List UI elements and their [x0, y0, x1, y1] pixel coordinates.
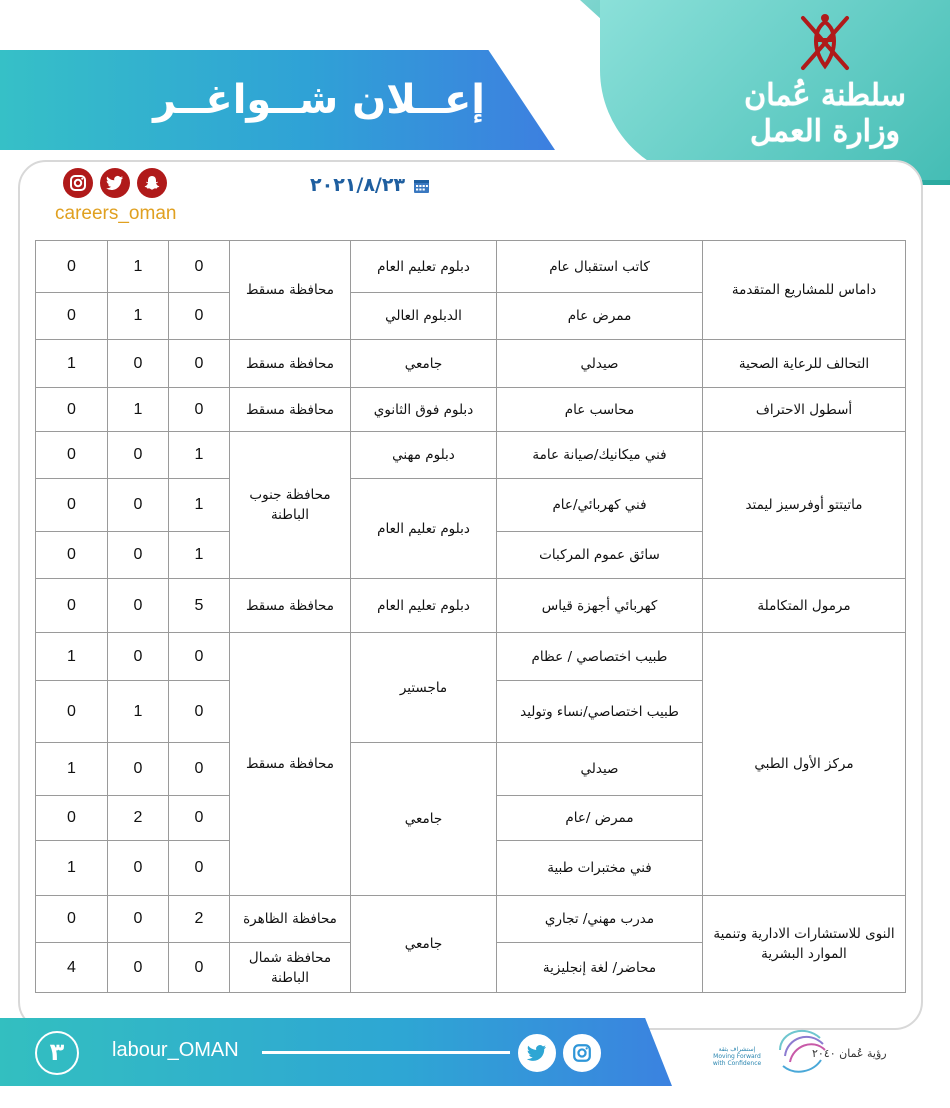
company-cell: النوى للاستشارات الادارية وتنمية الموارد البشرية — [703, 896, 906, 993]
table-row — [36, 388, 906, 432]
count-cell: 0 — [169, 943, 230, 993]
qualification-cell: جامعي — [351, 896, 497, 993]
location-cell: محافظة مسقط — [230, 241, 351, 340]
count-cell: 0 — [169, 293, 230, 340]
ministry-line-name: وزارة العمل — [750, 114, 900, 149]
job-cell: ممرض عام — [497, 293, 703, 340]
job-cell: فني مختبرات طبية — [497, 841, 703, 896]
job-cell: طبيب اختصاصي / عظام — [497, 633, 703, 681]
qualification-cell: جامعي — [351, 340, 497, 388]
qualification-cell: دبلوم فوق الثانوي — [351, 388, 497, 432]
count-cell: 0 — [169, 743, 230, 796]
date-text: ٢٠٢١/٨/٢٣ — [310, 174, 406, 196]
job-cell: مدرب مهني/ تجاري — [497, 896, 703, 943]
location-cell: محافظة شمال الباطنة — [230, 943, 351, 993]
footer-divider — [262, 1051, 510, 1054]
ministry-line-country: سلطنة عُمان — [744, 78, 906, 113]
count-cell: 0 — [108, 479, 169, 532]
count-cell: 0 — [36, 388, 108, 432]
location-cell: محافظة مسقط — [230, 388, 351, 432]
count-cell: 0 — [169, 388, 230, 432]
table-row — [36, 432, 906, 479]
vision-name: رؤية عُمان — [839, 1047, 887, 1060]
count-cell: 0 — [36, 432, 108, 479]
count-cell: 0 — [108, 340, 169, 388]
location-cell: محافظة جنوب الباطنة — [230, 432, 351, 579]
count-cell: 0 — [169, 340, 230, 388]
count-cell: 1 — [36, 841, 108, 896]
moving-forward-logo — [712, 1046, 762, 1067]
count-cell: 0 — [36, 293, 108, 340]
count-cell: 1 — [36, 743, 108, 796]
job-cell: فني كهربائي/عام — [497, 479, 703, 532]
count-cell: 0 — [108, 633, 169, 681]
location-cell: محافظة مسقط — [230, 633, 351, 896]
count-cell: 1 — [169, 532, 230, 579]
calendar-icon — [413, 177, 430, 194]
count-cell: 2 — [108, 796, 169, 841]
company-cell: أسطول الاحتراف — [703, 388, 906, 432]
count-cell: 2 — [169, 896, 230, 943]
count-cell: 0 — [169, 241, 230, 293]
company-cell: داماس للمشاريع المتقدمة — [703, 241, 906, 340]
job-cell: طبيب اختصاصي/نساء وتوليد — [497, 681, 703, 743]
job-cell: ممرض /عام — [497, 796, 703, 841]
count-cell: 0 — [108, 943, 169, 993]
job-cell: كاتب استقبال عام — [497, 241, 703, 293]
company-cell: التحالف للرعاية الصحية — [703, 340, 906, 388]
company-cell: مرمول المتكاملة — [703, 579, 906, 633]
table-row — [36, 340, 906, 388]
ministry-logo-text — [730, 78, 920, 150]
job-cell: محاسب عام — [497, 388, 703, 432]
count-cell: 1 — [108, 681, 169, 743]
page-number: ٣ — [35, 1031, 79, 1075]
count-cell: 0 — [36, 532, 108, 579]
count-cell: 0 — [36, 241, 108, 293]
count-cell: 0 — [169, 633, 230, 681]
small-logo-en: Moving Forward with Confidence — [712, 1053, 762, 1067]
table-row — [36, 896, 906, 943]
table-row — [36, 579, 906, 633]
location-cell: محافظة مسقط — [230, 579, 351, 633]
count-cell: 0 — [169, 796, 230, 841]
instagram-icon[interactable] — [63, 168, 93, 198]
qualification-cell: دبلوم تعليم العام — [351, 241, 497, 293]
table-row — [36, 633, 906, 681]
qualification-cell: جامعي — [351, 743, 497, 896]
instagram-icon[interactable] — [563, 1034, 601, 1072]
twitter-icon[interactable] — [518, 1034, 556, 1072]
count-cell: 1 — [169, 432, 230, 479]
company-cell: مركز الأول الطبي — [703, 633, 906, 896]
count-cell: 0 — [169, 841, 230, 896]
count-cell: 0 — [36, 579, 108, 633]
oman-emblem-icon — [795, 10, 855, 80]
company-cell: ماتيتتو أوفرسيز ليمتد — [703, 432, 906, 579]
snapchat-icon[interactable] — [137, 168, 167, 198]
twitter-icon[interactable] — [100, 168, 130, 198]
count-cell: 1 — [169, 479, 230, 532]
qualification-cell: دبلوم مهني — [351, 432, 497, 479]
count-cell: 1 — [36, 340, 108, 388]
table-row — [36, 241, 906, 293]
count-cell: 0 — [108, 896, 169, 943]
qualification-cell: دبلوم تعليم العام — [351, 579, 497, 633]
job-cell: محاضر/ لغة إنجليزية — [497, 943, 703, 993]
vacancies-table — [35, 240, 906, 993]
count-cell: 0 — [36, 479, 108, 532]
job-cell: سائق عموم المركبات — [497, 532, 703, 579]
location-cell: محافظة مسقط — [230, 340, 351, 388]
qualification-cell: الدبلوم العالي — [351, 293, 497, 340]
vision-year: ٢٠٤٠ — [812, 1047, 836, 1060]
job-cell: كهربائي أجهزة قياس — [497, 579, 703, 633]
count-cell: 1 — [36, 633, 108, 681]
small-logo-ar: إستشراف بثقة — [718, 1046, 756, 1053]
announcement-date — [310, 174, 430, 196]
count-cell: 0 — [108, 532, 169, 579]
job-cell: صيدلي — [497, 743, 703, 796]
count-cell: 0 — [108, 579, 169, 633]
count-cell: 0 — [108, 432, 169, 479]
count-cell: 5 — [169, 579, 230, 633]
count-cell: 4 — [36, 943, 108, 993]
careers-handle[interactable]: careers_oman — [55, 203, 177, 224]
count-cell: 0 — [108, 841, 169, 896]
count-cell: 1 — [108, 241, 169, 293]
oman-vision-text — [812, 1047, 887, 1060]
count-cell: 0 — [108, 743, 169, 796]
count-cell: 0 — [169, 681, 230, 743]
job-cell: فني ميكانيك/صيانة عامة — [497, 432, 703, 479]
page-title: إعــلان شــواغــر — [153, 77, 485, 123]
count-cell: 0 — [36, 796, 108, 841]
count-cell: 1 — [108, 293, 169, 340]
count-cell: 1 — [108, 388, 169, 432]
social-links-top — [63, 168, 167, 198]
job-cell: صيدلي — [497, 340, 703, 388]
qualification-cell: ماجستير — [351, 633, 497, 743]
count-cell: 0 — [36, 896, 108, 943]
location-cell: محافظة الظاهرة — [230, 896, 351, 943]
qualification-cell: دبلوم تعليم العام — [351, 479, 497, 579]
labour-handle[interactable]: labour_OMAN — [112, 1039, 239, 1061]
count-cell: 0 — [36, 681, 108, 743]
